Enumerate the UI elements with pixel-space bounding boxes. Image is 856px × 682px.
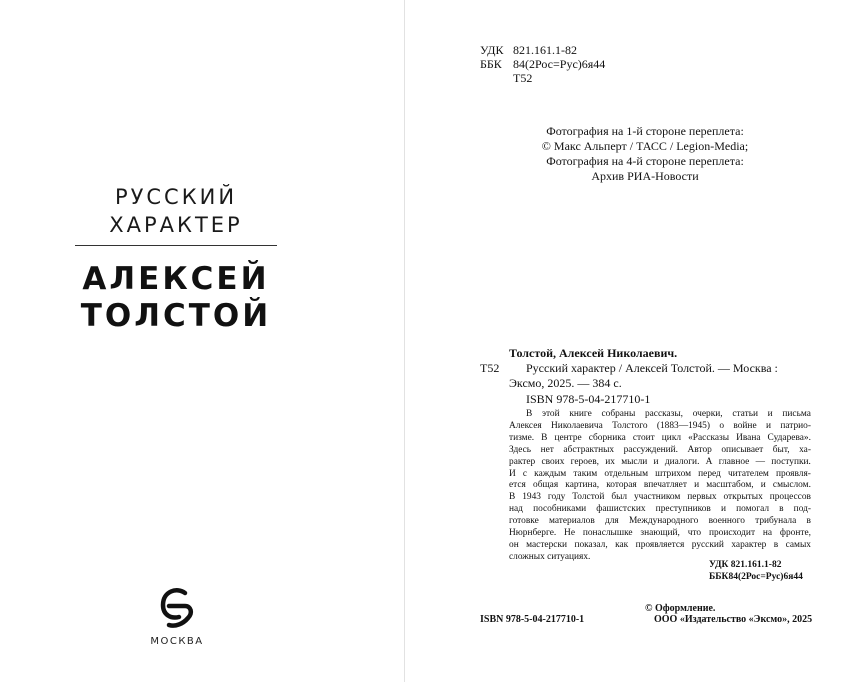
- title-divider: [75, 245, 277, 246]
- annotation-line: сложных ситуациях.: [509, 551, 591, 562]
- photo-credits: [520, 124, 770, 184]
- bbk-label: ББК: [480, 57, 502, 71]
- udk-bottom: УДК 821.161.1-82: [709, 560, 782, 570]
- bbk-line: [480, 57, 605, 71]
- bib-title-line: Русский характер / Алексей Толстой. — Москва :: [526, 361, 778, 375]
- udk-label: УДК: [480, 43, 504, 57]
- author-first-name: АЛЕКСЕЙ: [82, 261, 270, 297]
- publisher-city: МОСКВА: [150, 636, 204, 647]
- annotation-line: над пособниками фашистских преступников и помогал в под-: [509, 504, 811, 515]
- author-name: [60, 261, 292, 335]
- series-title-line-1: РУССКИЙ: [114, 185, 238, 209]
- annotation: [509, 409, 811, 564]
- copyright-publisher: ООО «Издательство «Эксмо», 2025: [654, 614, 813, 625]
- copyright-design: © Оформление.: [645, 603, 716, 614]
- isbn-bottom: ISBN 978-5-04-217710-1: [480, 614, 585, 625]
- photo-credit-line: Архив РИА-Новости: [591, 169, 699, 183]
- bib-isbn: ISBN 978-5-04-217710-1: [526, 392, 651, 406]
- annotation-line: И с каждым таким отдельным штрихом перед читателем проявля-: [509, 468, 811, 479]
- annotation-line: ется общая картина, которая впечатляет и масштабом, и смыслом.: [509, 480, 811, 491]
- annotation-line: он мастерски показал, как проявляется русский характер в самых: [509, 539, 811, 550]
- annotation-line: Здесь нет абстрактных рассуждений. Автор описывает быт, ха-: [509, 444, 811, 455]
- left-page: [0, 0, 405, 682]
- photo-credit-line: Фотография на 4-й стороне переплета:: [546, 154, 744, 168]
- series-title: [75, 183, 277, 239]
- bbk-value: 84(2Рос=Рус)6я44: [513, 57, 606, 71]
- annotation-line: готовке материалов для Международного военного трибунала в: [509, 516, 811, 527]
- annotation-line: тизме. В центре сборника стоит цикл «Рассказы Ивана Сударева».: [509, 432, 811, 443]
- photo-credit-line: © Макс Альперт / ТАСС / Legion-Media;: [541, 139, 749, 153]
- udk-value: 821.161.1-82: [513, 43, 577, 57]
- bib-imprint-line: Эксмо, 2025. — 384 с.: [509, 376, 622, 390]
- annotation-line: рактер своих героев, их мысли и диалоги. А главное — поступки.: [509, 456, 811, 467]
- annotation-line: В этой книге собраны рассказы, очерки, статьи и письма: [526, 409, 811, 419]
- annotation-line: Алексея Николаевича Толстого (1883—1945) о войне и патрио-: [509, 420, 811, 431]
- annotation-line: В 1943 году Толстой был участником первых открытых процессов: [509, 492, 811, 503]
- bib-author: Толстой, Алексей Николаевич.: [509, 346, 678, 360]
- udk-line: [480, 43, 577, 57]
- photo-credit-line: Фотография на 1-й стороне переплета:: [546, 124, 744, 138]
- bbk-bottom: ББК84(2Рос=Рус)6я44: [709, 572, 803, 582]
- bib-sign: Т52: [480, 361, 500, 375]
- author-last-name: ТОЛСТОЙ: [80, 298, 272, 334]
- author-sign: Т52: [513, 71, 533, 85]
- series-title-line-2: ХАРАКТЕР: [109, 213, 243, 237]
- book-spine-divider: [404, 0, 405, 682]
- eksmo-logo-icon: [155, 585, 199, 631]
- annotation-line: Нюрнберге. Не понаслышке знающий, что происходит на фронте,: [509, 528, 811, 539]
